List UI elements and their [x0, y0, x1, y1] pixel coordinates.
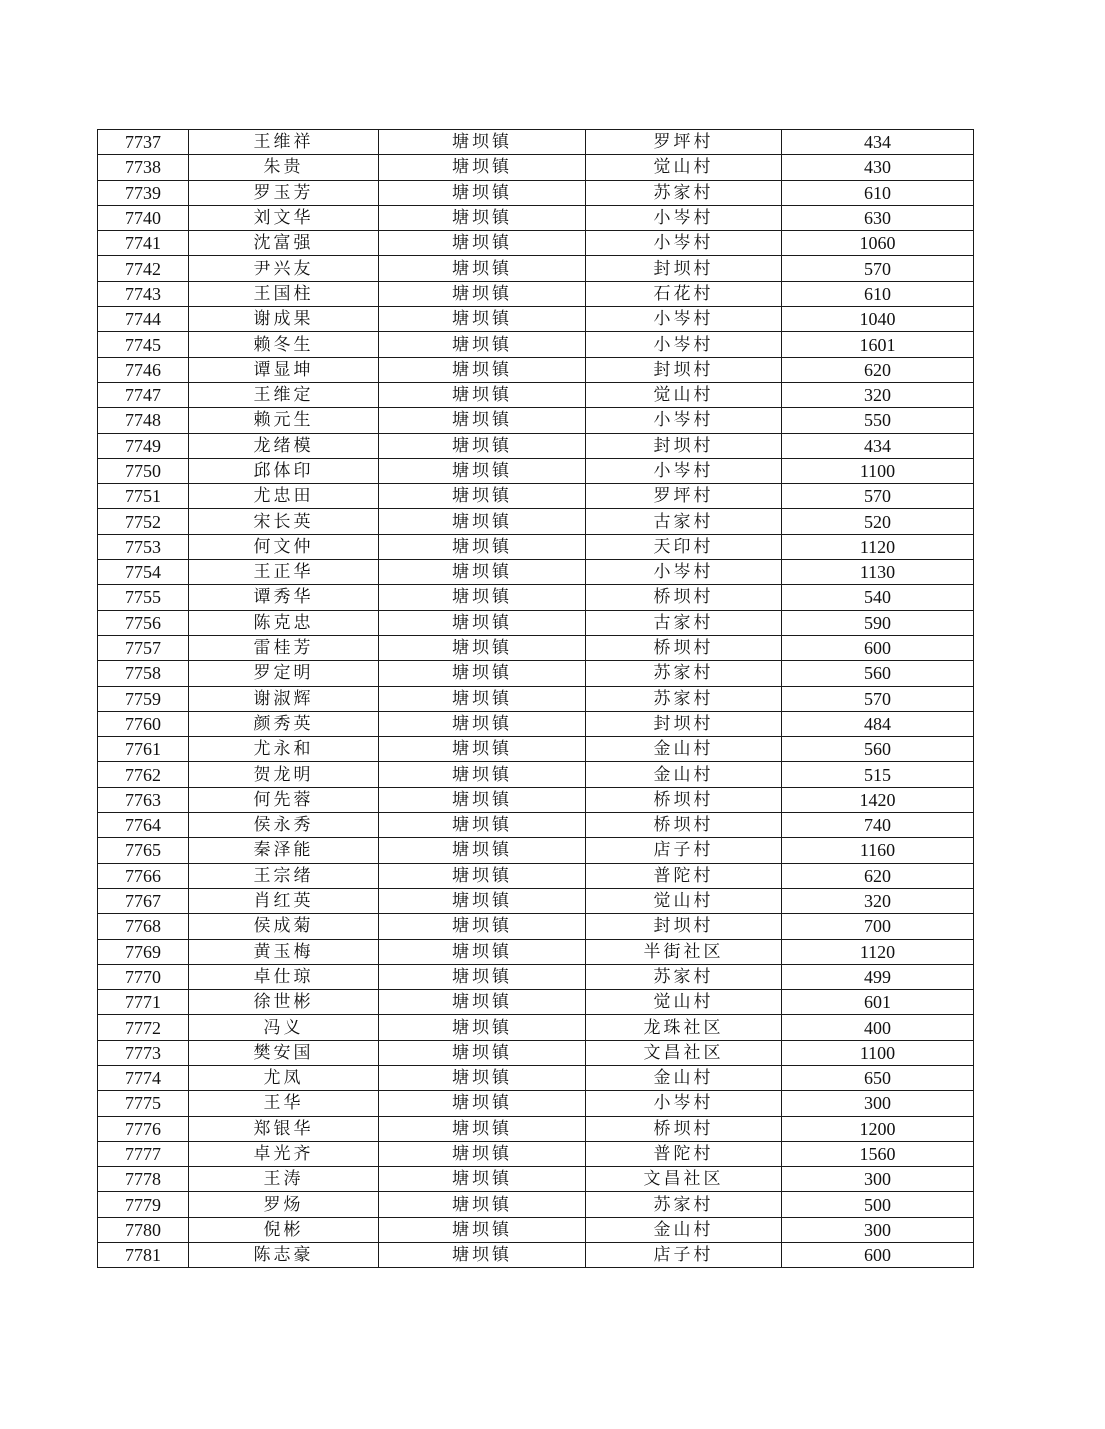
cell-amount: 560: [782, 737, 974, 762]
cell-amount: 400: [782, 1015, 974, 1040]
cell-person-name: 王正华: [189, 560, 379, 585]
cell-person-name: 樊安国: [189, 1040, 379, 1065]
cell-serial-number: 7740: [98, 205, 189, 230]
cell-serial-number: 7769: [98, 939, 189, 964]
cell-serial-number: 7743: [98, 281, 189, 306]
table-row: [98, 1116, 974, 1141]
cell-town: 塘坝镇: [379, 458, 586, 483]
cell-village: 小岑村: [586, 231, 782, 256]
cell-person-name: 黄玉梅: [189, 939, 379, 964]
cell-village: 桥坝村: [586, 1116, 782, 1141]
cell-town: 塘坝镇: [379, 534, 586, 559]
cell-village: 金山村: [586, 1065, 782, 1090]
cell-village: 苏家村: [586, 661, 782, 686]
cell-amount: 484: [782, 711, 974, 736]
cell-village: 小岑村: [586, 560, 782, 585]
cell-town: 塘坝镇: [379, 990, 586, 1015]
cell-village: 小岑村: [586, 205, 782, 230]
cell-village: 金山村: [586, 762, 782, 787]
cell-person-name: 陈志豪: [189, 1243, 379, 1268]
cell-amount: 601: [782, 990, 974, 1015]
cell-person-name: 刘文华: [189, 205, 379, 230]
table-row: [98, 534, 974, 559]
cell-amount: 1060: [782, 231, 974, 256]
table-row: [98, 661, 974, 686]
cell-town: 塘坝镇: [379, 787, 586, 812]
cell-serial-number: 7759: [98, 686, 189, 711]
cell-serial-number: 7757: [98, 635, 189, 660]
table-row: [98, 585, 974, 610]
cell-serial-number: 7760: [98, 711, 189, 736]
cell-serial-number: 7746: [98, 357, 189, 382]
cell-person-name: 贺龙明: [189, 762, 379, 787]
cell-amount: 570: [782, 484, 974, 509]
cell-serial-number: 7754: [98, 560, 189, 585]
cell-amount: 1560: [782, 1141, 974, 1166]
cell-person-name: 秦泽能: [189, 838, 379, 863]
cell-town: 塘坝镇: [379, 939, 586, 964]
table-row: [98, 762, 974, 787]
cell-person-name: 倪彬: [189, 1217, 379, 1242]
cell-town: 塘坝镇: [379, 964, 586, 989]
cell-amount: 620: [782, 357, 974, 382]
table-row: [98, 914, 974, 939]
cell-person-name: 尤永和: [189, 737, 379, 762]
cell-person-name: 徐世彬: [189, 990, 379, 1015]
cell-person-name: 王涛: [189, 1167, 379, 1192]
cell-serial-number: 7755: [98, 585, 189, 610]
cell-village: 文昌社区: [586, 1167, 782, 1192]
cell-serial-number: 7751: [98, 484, 189, 509]
cell-amount: 540: [782, 585, 974, 610]
cell-amount: 1120: [782, 939, 974, 964]
cell-amount: 434: [782, 130, 974, 155]
cell-person-name: 谢成果: [189, 307, 379, 332]
cell-town: 塘坝镇: [379, 484, 586, 509]
cell-amount: 610: [782, 281, 974, 306]
cell-serial-number: 7778: [98, 1167, 189, 1192]
cell-person-name: 冯义: [189, 1015, 379, 1040]
cell-amount: 515: [782, 762, 974, 787]
table-row: [98, 1217, 974, 1242]
table-row: [98, 813, 974, 838]
cell-amount: 610: [782, 180, 974, 205]
cell-town: 塘坝镇: [379, 1243, 586, 1268]
cell-amount: 700: [782, 914, 974, 939]
table-row: [98, 560, 974, 585]
cell-person-name: 尹兴友: [189, 256, 379, 281]
cell-village: 罗坪村: [586, 130, 782, 155]
cell-serial-number: 7739: [98, 180, 189, 205]
cell-serial-number: 7758: [98, 661, 189, 686]
cell-person-name: 龙绪模: [189, 433, 379, 458]
cell-amount: 1160: [782, 838, 974, 863]
cell-person-name: 颜秀英: [189, 711, 379, 736]
cell-village: 天印村: [586, 534, 782, 559]
cell-town: 塘坝镇: [379, 737, 586, 762]
cell-village: 封坝村: [586, 256, 782, 281]
cell-village: 觉山村: [586, 155, 782, 180]
cell-person-name: 何文仲: [189, 534, 379, 559]
cell-town: 塘坝镇: [379, 1167, 586, 1192]
cell-person-name: 邱体印: [189, 458, 379, 483]
table-row: [98, 737, 974, 762]
cell-town: 塘坝镇: [379, 888, 586, 913]
table-row: [98, 1141, 974, 1166]
cell-person-name: 谭显坤: [189, 357, 379, 382]
cell-serial-number: 7744: [98, 307, 189, 332]
cell-person-name: 宋长英: [189, 509, 379, 534]
cell-village: 小岑村: [586, 332, 782, 357]
cell-amount: 300: [782, 1167, 974, 1192]
cell-person-name: 谢淑辉: [189, 686, 379, 711]
table-row: [98, 408, 974, 433]
table-row: [98, 711, 974, 736]
cell-amount: 499: [782, 964, 974, 989]
table-row: [98, 458, 974, 483]
cell-serial-number: 7750: [98, 458, 189, 483]
cell-serial-number: 7761: [98, 737, 189, 762]
cell-town: 塘坝镇: [379, 914, 586, 939]
cell-village: 觉山村: [586, 990, 782, 1015]
table-row: [98, 686, 974, 711]
cell-town: 塘坝镇: [379, 1091, 586, 1116]
cell-serial-number: 7738: [98, 155, 189, 180]
cell-amount: 600: [782, 1243, 974, 1268]
cell-amount: 1100: [782, 458, 974, 483]
cell-amount: 560: [782, 661, 974, 686]
cell-village: 桥坝村: [586, 635, 782, 660]
cell-village: 小岑村: [586, 307, 782, 332]
cell-town: 塘坝镇: [379, 382, 586, 407]
table-row: [98, 888, 974, 913]
cell-serial-number: 7779: [98, 1192, 189, 1217]
cell-town: 塘坝镇: [379, 130, 586, 155]
cell-village: 文昌社区: [586, 1040, 782, 1065]
cell-town: 塘坝镇: [379, 661, 586, 686]
cell-village: 龙珠社区: [586, 1015, 782, 1040]
cell-town: 塘坝镇: [379, 1040, 586, 1065]
cell-amount: 740: [782, 813, 974, 838]
cell-serial-number: 7752: [98, 509, 189, 534]
cell-town: 塘坝镇: [379, 205, 586, 230]
cell-village: 店子村: [586, 838, 782, 863]
table-row: [98, 1243, 974, 1268]
table-row: [98, 1167, 974, 1192]
cell-town: 塘坝镇: [379, 560, 586, 585]
cell-amount: 320: [782, 888, 974, 913]
cell-person-name: 卓仕琼: [189, 964, 379, 989]
cell-person-name: 雷桂芳: [189, 635, 379, 660]
cell-village: 桥坝村: [586, 787, 782, 812]
cell-serial-number: 7773: [98, 1040, 189, 1065]
cell-village: 普陀村: [586, 863, 782, 888]
cell-person-name: 陈克忠: [189, 610, 379, 635]
table-body: [98, 130, 974, 1268]
cell-person-name: 尤凤: [189, 1065, 379, 1090]
table-row: [98, 307, 974, 332]
cell-person-name: 王维定: [189, 382, 379, 407]
table-row: [98, 433, 974, 458]
cell-town: 塘坝镇: [379, 1015, 586, 1040]
table-row: [98, 332, 974, 357]
cell-village: 店子村: [586, 1243, 782, 1268]
cell-amount: 320: [782, 382, 974, 407]
cell-serial-number: 7756: [98, 610, 189, 635]
cell-town: 塘坝镇: [379, 408, 586, 433]
cell-village: 半街社区: [586, 939, 782, 964]
cell-amount: 570: [782, 686, 974, 711]
cell-serial-number: 7768: [98, 914, 189, 939]
cell-person-name: 王国柱: [189, 281, 379, 306]
cell-serial-number: 7765: [98, 838, 189, 863]
table-row: [98, 1040, 974, 1065]
data-table: [97, 129, 974, 1268]
cell-amount: 300: [782, 1091, 974, 1116]
cell-village: 金山村: [586, 737, 782, 762]
cell-serial-number: 7772: [98, 1015, 189, 1040]
table-row: [98, 357, 974, 382]
cell-town: 塘坝镇: [379, 281, 586, 306]
cell-person-name: 谭秀华: [189, 585, 379, 610]
cell-village: 金山村: [586, 1217, 782, 1242]
table-row: [98, 939, 974, 964]
cell-town: 塘坝镇: [379, 509, 586, 534]
cell-person-name: 罗玉芳: [189, 180, 379, 205]
cell-serial-number: 7763: [98, 787, 189, 812]
cell-town: 塘坝镇: [379, 838, 586, 863]
cell-village: 桥坝村: [586, 813, 782, 838]
cell-town: 塘坝镇: [379, 1116, 586, 1141]
cell-serial-number: 7775: [98, 1091, 189, 1116]
cell-village: 苏家村: [586, 180, 782, 205]
cell-town: 塘坝镇: [379, 1192, 586, 1217]
cell-serial-number: 7767: [98, 888, 189, 913]
table-row: [98, 180, 974, 205]
cell-village: 觉山村: [586, 382, 782, 407]
cell-person-name: 王华: [189, 1091, 379, 1116]
table-row: [98, 130, 974, 155]
cell-serial-number: 7777: [98, 1141, 189, 1166]
table-row: [98, 610, 974, 635]
cell-amount: 550: [782, 408, 974, 433]
cell-serial-number: 7741: [98, 231, 189, 256]
table-row: [98, 635, 974, 660]
table-row: [98, 484, 974, 509]
cell-serial-number: 7749: [98, 433, 189, 458]
table-row: [98, 1192, 974, 1217]
cell-person-name: 赖冬生: [189, 332, 379, 357]
cell-town: 塘坝镇: [379, 585, 586, 610]
cell-serial-number: 7776: [98, 1116, 189, 1141]
table-row: [98, 205, 974, 230]
cell-village: 普陀村: [586, 1141, 782, 1166]
cell-person-name: 肖红英: [189, 888, 379, 913]
cell-village: 古家村: [586, 610, 782, 635]
table-row: [98, 838, 974, 863]
cell-serial-number: 7766: [98, 863, 189, 888]
table-row: [98, 1065, 974, 1090]
cell-amount: 1601: [782, 332, 974, 357]
cell-amount: 570: [782, 256, 974, 281]
table-row: [98, 509, 974, 534]
cell-serial-number: 7737: [98, 130, 189, 155]
cell-amount: 1420: [782, 787, 974, 812]
table-row: [98, 863, 974, 888]
cell-town: 塘坝镇: [379, 610, 586, 635]
cell-person-name: 王宗绪: [189, 863, 379, 888]
cell-serial-number: 7742: [98, 256, 189, 281]
cell-village: 封坝村: [586, 357, 782, 382]
table-row: [98, 787, 974, 812]
cell-amount: 590: [782, 610, 974, 635]
cell-village: 古家村: [586, 509, 782, 534]
cell-amount: 434: [782, 433, 974, 458]
cell-amount: 630: [782, 205, 974, 230]
cell-person-name: 沈富强: [189, 231, 379, 256]
cell-town: 塘坝镇: [379, 686, 586, 711]
cell-person-name: 朱贵: [189, 155, 379, 180]
cell-serial-number: 7781: [98, 1243, 189, 1268]
cell-town: 塘坝镇: [379, 1217, 586, 1242]
cell-serial-number: 7770: [98, 964, 189, 989]
cell-serial-number: 7774: [98, 1065, 189, 1090]
cell-village: 石花村: [586, 281, 782, 306]
cell-serial-number: 7764: [98, 813, 189, 838]
cell-amount: 600: [782, 635, 974, 660]
cell-town: 塘坝镇: [379, 256, 586, 281]
table-row: [98, 1015, 974, 1040]
cell-village: 小岑村: [586, 1091, 782, 1116]
cell-amount: 500: [782, 1192, 974, 1217]
cell-serial-number: 7748: [98, 408, 189, 433]
cell-town: 塘坝镇: [379, 332, 586, 357]
cell-amount: 300: [782, 1217, 974, 1242]
cell-town: 塘坝镇: [379, 635, 586, 660]
cell-amount: 1200: [782, 1116, 974, 1141]
cell-town: 塘坝镇: [379, 863, 586, 888]
cell-town: 塘坝镇: [379, 231, 586, 256]
cell-village: 罗坪村: [586, 484, 782, 509]
cell-town: 塘坝镇: [379, 762, 586, 787]
cell-serial-number: 7762: [98, 762, 189, 787]
cell-person-name: 郑银华: [189, 1116, 379, 1141]
cell-person-name: 王维祥: [189, 130, 379, 155]
cell-village: 苏家村: [586, 964, 782, 989]
cell-town: 塘坝镇: [379, 155, 586, 180]
cell-town: 塘坝镇: [379, 307, 586, 332]
table-row: [98, 155, 974, 180]
cell-amount: 620: [782, 863, 974, 888]
cell-town: 塘坝镇: [379, 711, 586, 736]
cell-town: 塘坝镇: [379, 1141, 586, 1166]
cell-amount: 1040: [782, 307, 974, 332]
cell-person-name: 卓光齐: [189, 1141, 379, 1166]
cell-village: 苏家村: [586, 1192, 782, 1217]
table-row: [98, 382, 974, 407]
table-row: [98, 1091, 974, 1116]
cell-village: 小岑村: [586, 458, 782, 483]
cell-person-name: 何先蓉: [189, 787, 379, 812]
cell-person-name: 罗炀: [189, 1192, 379, 1217]
cell-amount: 1100: [782, 1040, 974, 1065]
cell-village: 苏家村: [586, 686, 782, 711]
cell-village: 桥坝村: [586, 585, 782, 610]
table-row: [98, 964, 974, 989]
cell-amount: 1120: [782, 534, 974, 559]
cell-amount: 430: [782, 155, 974, 180]
table-row: [98, 990, 974, 1015]
table-row: [98, 281, 974, 306]
cell-amount: 650: [782, 1065, 974, 1090]
table-row: [98, 256, 974, 281]
cell-village: 封坝村: [586, 914, 782, 939]
cell-person-name: 赖元生: [189, 408, 379, 433]
cell-serial-number: 7771: [98, 990, 189, 1015]
cell-serial-number: 7745: [98, 332, 189, 357]
cell-amount: 520: [782, 509, 974, 534]
cell-village: 觉山村: [586, 888, 782, 913]
cell-amount: 1130: [782, 560, 974, 585]
table-row: [98, 231, 974, 256]
cell-town: 塘坝镇: [379, 357, 586, 382]
cell-town: 塘坝镇: [379, 1065, 586, 1090]
cell-serial-number: 7753: [98, 534, 189, 559]
cell-village: 封坝村: [586, 711, 782, 736]
cell-person-name: 尤忠田: [189, 484, 379, 509]
cell-serial-number: 7747: [98, 382, 189, 407]
cell-town: 塘坝镇: [379, 433, 586, 458]
cell-person-name: 罗定明: [189, 661, 379, 686]
cell-person-name: 侯成菊: [189, 914, 379, 939]
cell-town: 塘坝镇: [379, 180, 586, 205]
cell-serial-number: 7780: [98, 1217, 189, 1242]
cell-person-name: 侯永秀: [189, 813, 379, 838]
cell-town: 塘坝镇: [379, 813, 586, 838]
cell-village: 封坝村: [586, 433, 782, 458]
cell-village: 小岑村: [586, 408, 782, 433]
